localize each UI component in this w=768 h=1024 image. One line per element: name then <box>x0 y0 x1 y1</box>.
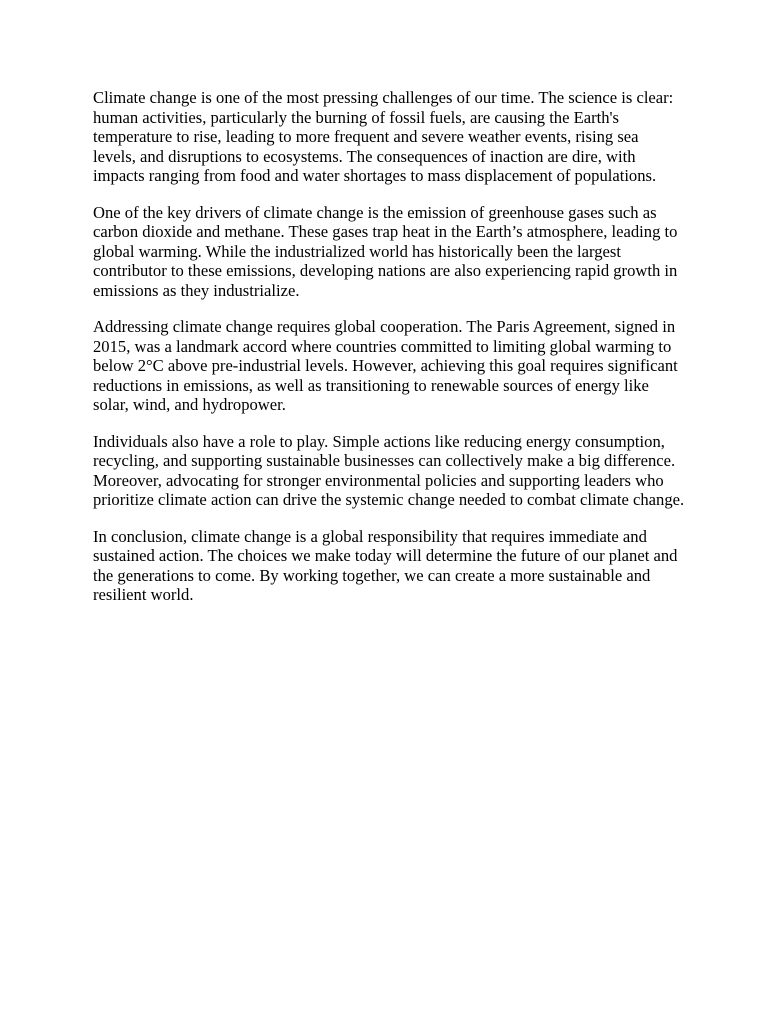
paragraph-3: Addressing climate change requires global cooperation. The Paris Agreement, signed in 2015, was a landmark accord where countries committed to limiting global warming to below 2°C above pre-industrial levels. However, achieving this goal requires significant reductions in emissions, as well as transitioning to renewable sources of energy like solar, wind, and hydropower. <box>93 317 678 414</box>
paragraph-1: Climate change is one of the most pressing challenges of our time. The science is clear: human activities, particularly the burning of fossil fuels, are causing the Earth's temperature to rise, leading to more frequent and severe weather events, rising sea levels, and disruptions to ecosystems. The consequences of inaction are dire, with impacts ranging from food and water shortages to mass displacement of populations. <box>93 88 674 185</box>
paragraph-5: In conclusion, climate change is a global responsibility that requires immediate and sustained action. The choices we make today will determine the future of our planet and the generations to come. By working together, we can create a more sustainable and resilient world. <box>93 526 678 604</box>
document-body <box>93 88 685 622</box>
paragraph-4: Individuals also have a role to play. Simple actions like reducing energy consumption, recycling, and supporting sustainable businesses can collectively make a big difference. Moreover, advocating for stronger environmental policies and supporting leaders who prioritize climate action can drive the systemic change needed to combat climate change. <box>93 431 685 509</box>
paragraph-2: One of the key drivers of climate change is the emission of greenhouse gases such as carbon dioxide and methane. These gases trap heat in the Earth’s atmosphere, leading to global warming. While the industrialized world has historically been the largest contributor to these emissions, developing nations are also experiencing rapid growth in emissions as they industrialize. <box>93 202 678 300</box>
